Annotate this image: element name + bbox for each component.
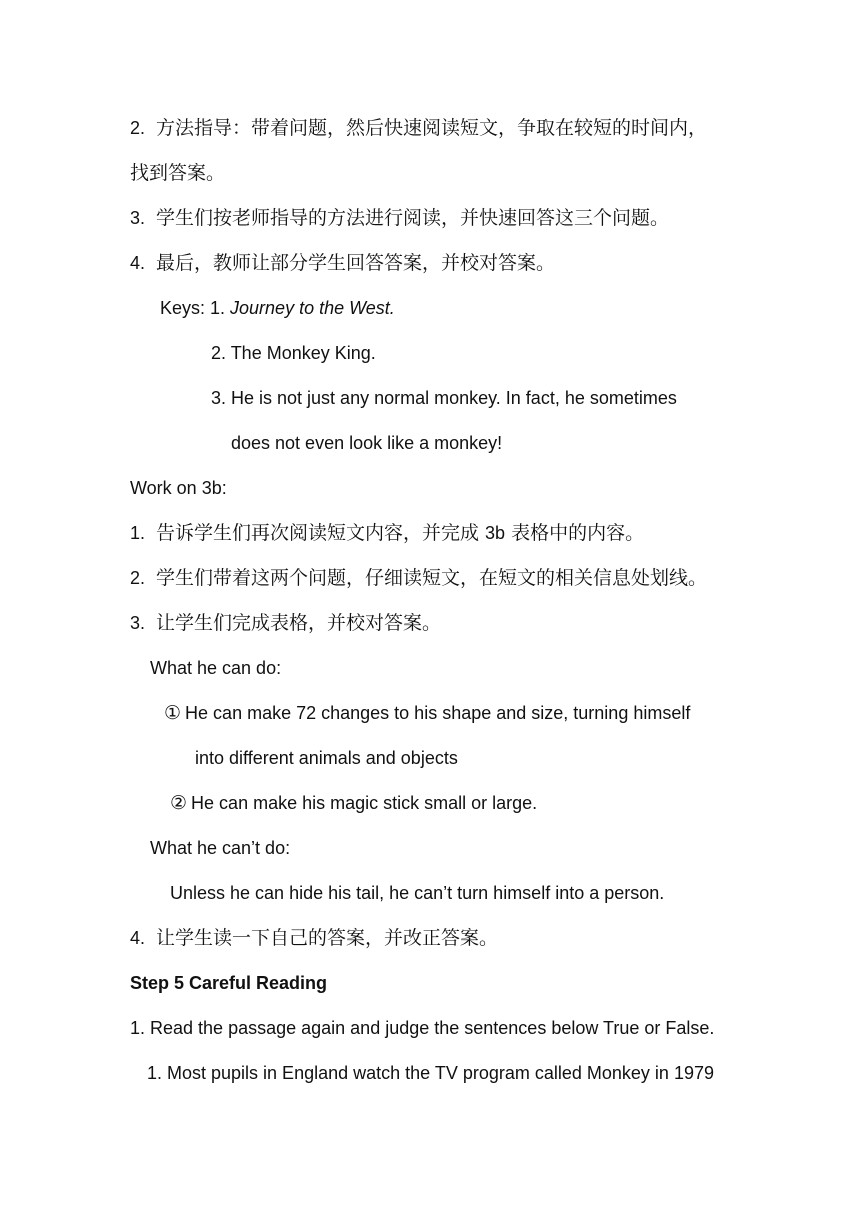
keys-prefix: Keys: 1.	[160, 298, 231, 318]
section-label: Work on 3b:	[130, 478, 227, 498]
can-do-item-1-continuation	[195, 746, 458, 770]
true-false-text-1: 1. Most pupils in England watch the TV program called Monkey in 1979	[147, 1063, 714, 1083]
step-3b-2-line	[130, 566, 707, 590]
step-text: 学生们带着这两个问题，仔细读短文，在短文的相关信息处划线。	[156, 567, 708, 589]
careful-reading-instruction	[130, 1016, 714, 1040]
item-number: 1.	[130, 523, 146, 543]
can-do-text-2: He can make his magic stick small or large.	[191, 793, 538, 813]
step-text-en: 3b	[485, 523, 506, 543]
can-do-item-1	[164, 701, 690, 725]
step-text: 让学生读一下自己的答案，并改正答案。	[156, 927, 499, 949]
item-number: 3.	[130, 613, 146, 633]
circled-two-marker: ②	[170, 792, 188, 814]
step-text-before: 告诉学生们再次阅读短文内容，并完成	[156, 522, 486, 544]
step-3b-1-line	[130, 521, 644, 545]
students-read-text: 学生们按老师指导的方法进行阅读，并快速回答这三个问题。	[156, 207, 670, 229]
key-answer-3-cont: does not even look like a monkey!	[231, 433, 503, 453]
keys-line-3-continuation	[231, 431, 502, 455]
key-answer-1: Journey to the West.	[230, 298, 395, 318]
method-guidance-text: 方法指导：带着问题，然后快速阅读短文，争取在较短的时间内，	[156, 117, 708, 139]
can-do-text-1-cont: into different animals and objects	[195, 748, 458, 768]
instruction-text: 1. Read the passage again and judge the sentences below True or False.	[130, 1018, 715, 1038]
method-guidance-line	[130, 116, 707, 140]
step-text: 让学生们完成表格，并校对答案。	[156, 612, 442, 634]
cant-do-heading	[150, 836, 290, 860]
circled-one-marker: ①	[164, 702, 182, 724]
item-number: 2.	[130, 568, 146, 588]
can-do-label: What he can do:	[150, 658, 282, 678]
item-number: 3.	[130, 208, 146, 228]
key-answer-2: 2. The Monkey King.	[211, 343, 376, 363]
step-5-title: Step 5 Careful Reading	[130, 973, 328, 993]
can-do-heading	[150, 656, 281, 680]
keys-line-1	[160, 296, 395, 320]
keys-line-3	[211, 386, 677, 410]
true-false-item-1	[147, 1061, 714, 1085]
step-3b-4-line	[130, 926, 498, 950]
teacher-check-text: 最后，教师让部分学生回答答案，并校对答案。	[156, 252, 556, 274]
continuation-text: 找到答案。	[130, 162, 226, 184]
teacher-check-line	[130, 251, 555, 275]
step-text-after: 表格中的内容。	[505, 522, 645, 544]
item-number: 4.	[130, 253, 146, 273]
step-5-heading	[130, 971, 327, 995]
cant-do-item	[170, 881, 664, 905]
key-answer-3: 3. He is not just any normal monkey. In fact, he sometimes	[211, 388, 677, 408]
step-3b-3-line	[130, 611, 441, 635]
students-read-line	[130, 206, 669, 230]
item-number: 4.	[130, 928, 146, 948]
method-guidance-continuation	[130, 161, 225, 185]
keys-line-2	[211, 341, 376, 365]
work-on-3b-heading	[130, 476, 227, 500]
can-do-item-2	[170, 791, 537, 815]
cant-do-text: Unless he can hide his tail, he can’t turn himself into a person.	[170, 883, 665, 903]
can-do-text-1: He can make 72 changes to his shape and size, turning himself	[185, 703, 691, 723]
cant-do-label: What he can’t do:	[150, 838, 291, 858]
item-number: 2.	[130, 118, 146, 138]
